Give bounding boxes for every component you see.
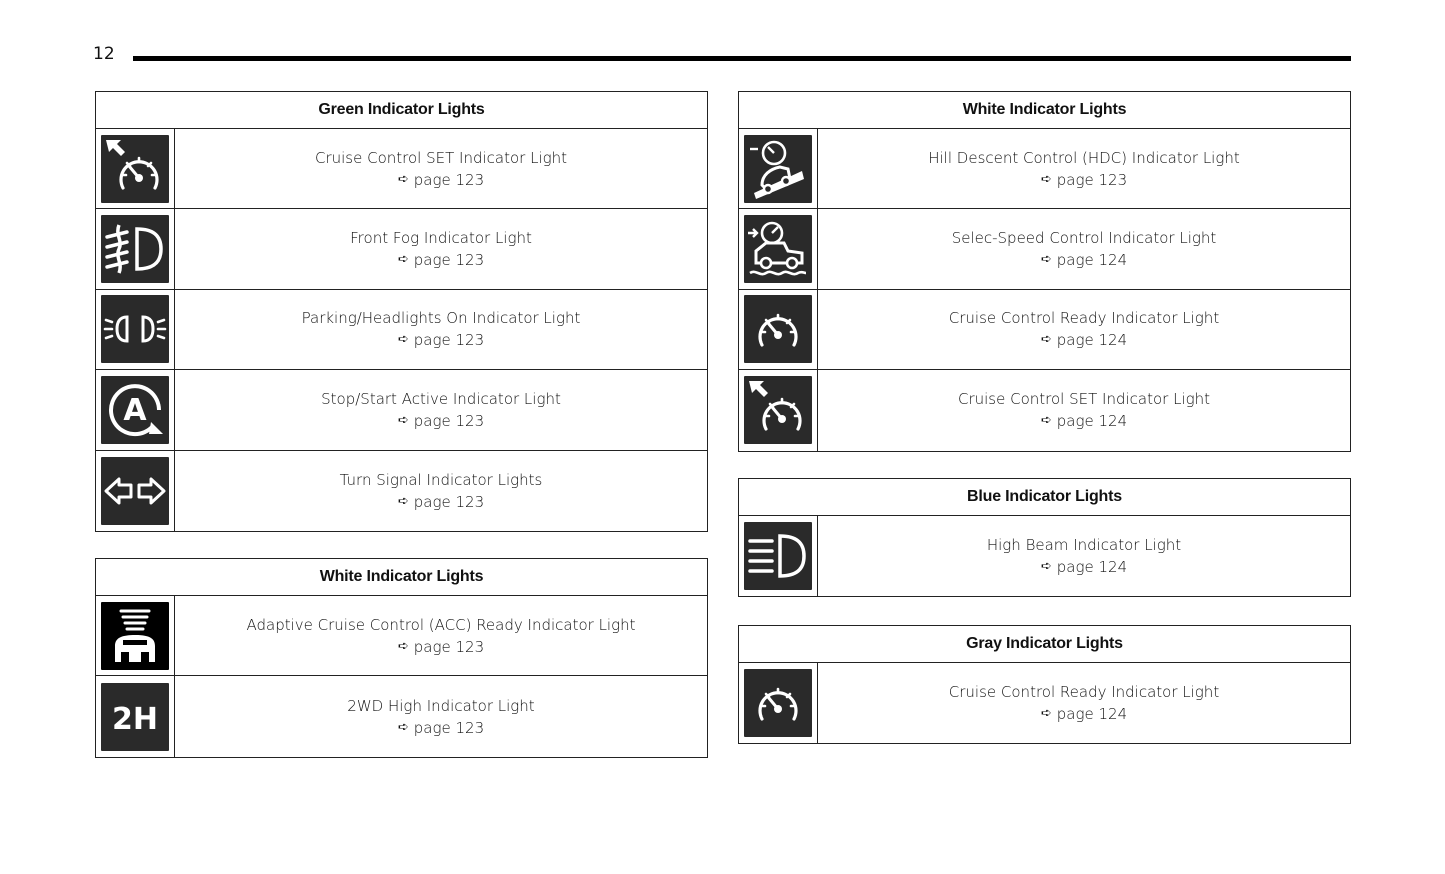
arrow-icon: ➪ [1040,171,1052,187]
table-title: White Indicator Lights [739,92,1350,129]
turn-signal-icon [101,457,169,525]
indicator-label: Stop/Start Active Indicator Light [321,389,561,408]
blue-indicator-table [738,478,1351,597]
cruise-ready-icon [744,669,812,737]
table-row [96,370,707,450]
indicator-label: Turn Signal Indicator Lights [339,470,543,489]
indicator-label: Cruise Control Ready Indicator Light [948,683,1220,702]
indicator-label: Cruise Control Ready Indicator Light [948,309,1220,328]
arrow-icon: ➪ [397,719,409,735]
page-reference-link[interactable]: ➪ page 124 [1040,558,1128,577]
indicator-label: 2WD High Indicator Light [347,696,535,715]
2wd-high-icon [101,683,169,751]
table-row [739,370,1350,450]
selec-speed-icon [744,215,812,283]
arrow-icon: ➪ [1040,706,1052,722]
arrow-icon: ➪ [397,638,409,654]
white-indicator-table-left [95,558,708,758]
svg-text:2H: 2H [112,701,158,737]
page-reference-link[interactable]: ➪ page 124 [1040,251,1128,270]
arrow-icon: ➪ [1040,252,1052,268]
indicator-label: Front Fog Indicator Light [350,229,532,248]
front-fog-icon [101,215,169,283]
white-indicator-table-right [738,91,1351,452]
page-reference-link[interactable]: ➪ page 123 [397,331,485,350]
page-reference-link[interactable]: ➪ page 124 [1040,412,1128,431]
table-row [96,290,707,370]
indicator-label: Cruise Control SET Indicator Light [314,148,567,167]
table-title: Blue Indicator Lights [739,479,1350,516]
indicator-label: High Beam Indicator Light [986,536,1182,555]
cruise-set-icon [744,376,812,444]
arrow-icon: ➪ [1040,559,1052,575]
acc-ready-icon [101,602,169,670]
arrow-icon: ➪ [397,171,409,187]
page-reference-link[interactable]: ➪ page 123 [1040,170,1128,189]
arrow-icon: ➪ [397,252,409,268]
table-row [96,129,707,209]
table-row [96,676,707,756]
table-row [739,209,1350,289]
arrow-icon: ➪ [1040,413,1052,429]
table-row [739,290,1350,370]
page-reference-link[interactable]: ➪ page 123 [397,718,485,737]
stop-start-icon [101,376,169,444]
hill-descent-icon [744,135,812,203]
page-reference-link[interactable]: ➪ page 123 [397,411,485,430]
page-reference-link[interactable]: ➪ page 124 [1040,331,1128,350]
page-reference-link[interactable]: ➪ page 123 [397,492,485,511]
indicator-label: Cruise Control SET Indicator Light [957,390,1210,409]
indicator-label: Adaptive Cruise Control (ACC) Ready Indicator Light [246,615,636,634]
table-row [739,516,1350,596]
cruise-ready-icon [744,295,812,363]
high-beam-icon [744,522,812,590]
table-row [739,129,1350,209]
arrow-icon: ➪ [1040,332,1052,348]
page-reference-link[interactable]: ➪ page 123 [397,170,485,189]
cruise-set-icon [101,135,169,203]
indicator-label: Selec-Speed Control Indicator Light [951,229,1217,248]
table-row [96,209,707,289]
page-reference-link[interactable]: ➪ page 124 [1040,705,1128,724]
indicator-label: Hill Descent Control (HDC) Indicator Light [928,148,1240,167]
svg-text:A: A [123,392,147,428]
table-row [739,663,1350,743]
green-indicator-table [95,91,708,532]
parking-headlights-icon [101,295,169,363]
page-number: 12 [93,44,115,64]
gray-indicator-table [738,625,1351,744]
page-reference-link[interactable]: ➪ page 123 [397,251,485,270]
arrow-icon: ➪ [397,493,409,509]
table-title: White Indicator Lights [96,559,707,596]
table-title: Gray Indicator Lights [739,626,1350,663]
arrow-icon: ➪ [397,412,409,428]
header-rule [133,56,1351,61]
table-row [96,451,707,531]
table-row [96,596,707,676]
arrow-icon: ➪ [397,332,409,348]
indicator-label: Parking/Headlights On Indicator Light [301,309,581,328]
page-reference-link[interactable]: ➪ page 123 [397,637,485,656]
table-title: Green Indicator Lights [96,92,707,129]
